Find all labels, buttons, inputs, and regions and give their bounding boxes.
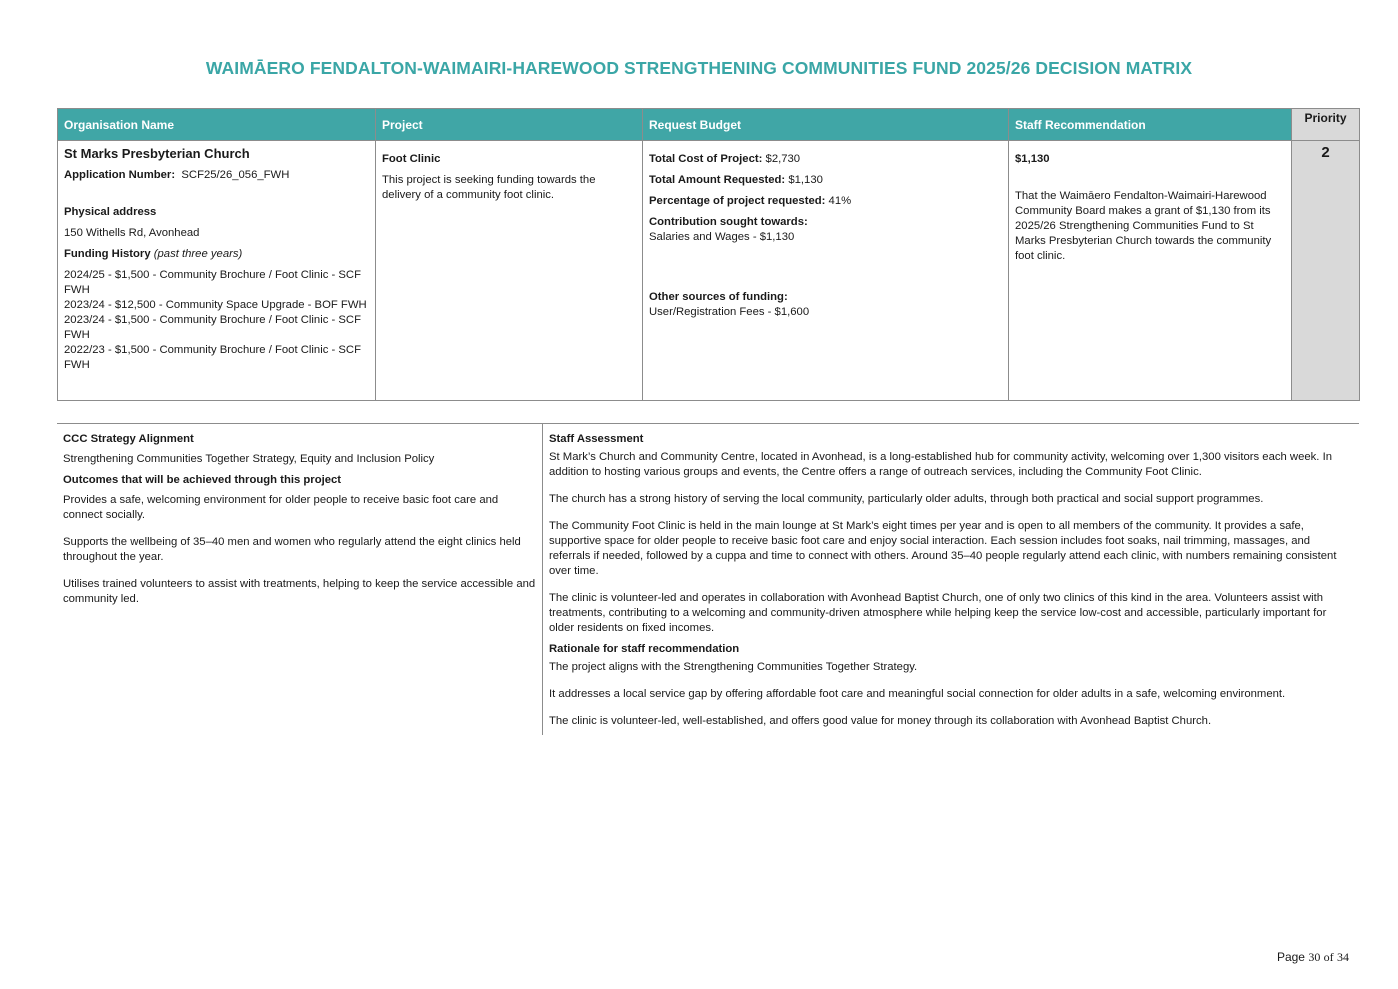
other-sources-label: Other sources of funding: (649, 291, 788, 303)
list-item: 2022/23 - $1,500 - Community Brochure / Foot Clinic - SCF FWH (64, 344, 361, 371)
header-request-budget: Request Budget (643, 109, 1009, 141)
assessment-paragraph: The Community Foot Clinic is held in the main lounge at St Mark’s eight times per year and is open to all members of the community. It provides a safe, supportive space for older people to receive basic foot care and enjoy social interaction. Each session includes foot soaks, nail trimming, massages, and referrals if needed, followed by a cuppa and time to connect with others. Around 35–40 people regularly attend each clinic, with numbers remaining consistent over time. (549, 520, 1337, 577)
decision-matrix-table (57, 108, 1360, 401)
amount-requested-value: $1,130 (788, 174, 823, 186)
header-priority: Priority (1292, 109, 1360, 141)
organisation-name: St Marks Presbyterian Church (64, 146, 250, 161)
rationale-item: The project aligns with the Strengthening Communities Together Strategy. (549, 661, 918, 673)
outcome-item: Provides a safe, welcoming environment for older people to receive basic foot care and connect socially. (63, 494, 499, 521)
total-cost-label: Total Cost of Project: (649, 153, 763, 165)
strategy-alignment-column (57, 424, 542, 735)
rationale-item: The clinic is volunteer-led, well-established, and offers good value for money through its collaboration with Avonhead Baptist Church. (549, 715, 1212, 727)
organisation-cell (58, 141, 376, 401)
amount-requested-label: Total Amount Requested: (649, 174, 786, 186)
staff-assessment-column (542, 424, 1359, 735)
outcomes-heading: Outcomes that will be achieved through this project (63, 474, 342, 486)
strategy-list: Strengthening Communities Together Strategy, Equity and Inclusion Policy (63, 453, 435, 465)
contribution-label: Contribution sought towards: (649, 216, 808, 228)
total-cost (649, 152, 1002, 167)
project-name: Foot Clinic (382, 153, 441, 165)
strategy-alignment-heading: CCC Strategy Alignment (63, 433, 194, 445)
page-of: of (1323, 950, 1334, 964)
page-total: 34 (1337, 950, 1349, 964)
other-sources-value: User/Registration Fees - $1,600 (649, 306, 810, 318)
page-current: 30 (1308, 950, 1321, 964)
staff-assessment-heading: Staff Assessment (549, 433, 644, 445)
assessment-paragraph: The church has a strong history of serving the local community, particularly older adults, through both practical and social support programmes. (549, 493, 1264, 505)
budget-cell (643, 141, 1009, 401)
list-item: 2023/24 - $12,500 - Community Space Upgrade - BOF FWH (64, 299, 367, 311)
project-description: This project is seeking funding towards the delivery of a community foot clinic. (382, 174, 596, 201)
assessment-section (57, 423, 1359, 735)
recommendation-cell (1009, 141, 1292, 401)
outcome-item: Supports the wellbeing of 35–40 men and women who regularly attend the eight clinics held throughout the year. (63, 536, 521, 563)
application-number (64, 168, 369, 183)
rationale-heading: Rationale for staff recommendation (549, 643, 740, 655)
header-staff-recommendation: Staff Recommendation (1009, 109, 1292, 141)
list-item: 2023/24 - $1,500 - Community Brochure / Foot Clinic - SCF FWH (64, 314, 361, 341)
project-cell (376, 141, 643, 401)
document-title: WAIMĀERO FENDALTON-WAIMAIRI-HAREWOOD STRENGTHENING COMMUNITIES FUND 2025/26 DECISION MATRIX (205, 58, 1193, 78)
percentage-value: 41% (828, 195, 852, 207)
table-row (58, 141, 1360, 401)
physical-address: 150 Withells Rd, Avonhead (64, 227, 200, 239)
priority-value: 2 (1292, 141, 1360, 401)
table-header-row (58, 109, 1360, 141)
funding-history-list (64, 268, 369, 373)
page-label: Page (1276, 950, 1305, 964)
funding-history-note: (past three years) (153, 248, 243, 260)
physical-address-label: Physical address (64, 206, 157, 218)
list-item: 2024/25 - $1,500 - Community Brochure / Foot Clinic - SCF FWH (64, 269, 361, 296)
recommendation-text: That the Waimāero Fendalton-Waimairi-Harewood Community Board makes a grant of $1,130 from its 2025/26 Strengthening Communities Fund to St Marks Presbyterian Church towards the community foot clinic. (1015, 190, 1272, 262)
total-cost-value: $2,730 (765, 153, 801, 165)
rationale-item: It addresses a local service gap by offering affordable foot care and meaningful social connection for older adults in a safe, welcoming environment. (549, 688, 1286, 700)
application-number-label: Application Number: (64, 169, 176, 181)
funding-history-heading (64, 247, 369, 262)
application-number-value: SCF25/26_056_FWH (181, 169, 290, 181)
page-number (1277, 950, 1349, 965)
header-project: Project (376, 109, 643, 141)
recommendation-amount: $1,130 (1015, 153, 1050, 165)
percentage-label: Percentage of project requested: (649, 195, 826, 207)
funding-history-label: Funding History (64, 248, 151, 260)
percentage-requested (649, 194, 1002, 209)
header-organisation-name: Organisation Name (58, 109, 376, 141)
amount-requested (649, 173, 1002, 188)
assessment-paragraph: The clinic is volunteer-led and operates in collaboration with Avonhead Baptist Church, one of only two clinics of this kind in the area. Volunteers assist with treatments, contributing to a welcoming and community-driven atmosphere while helping keep the service low-cost and accessible, particularly important for older residents on fixed incomes. (549, 592, 1327, 634)
contribution-value: Salaries and Wages - $1,130 (649, 231, 795, 243)
assessment-paragraph: St Mark’s Church and Community Centre, located in Avonhead, is a long-established hub for community activity, welcoming over 1,300 visitors each week. In addition to hosting various groups and events, the Centre offers a range of outreach services, including the Community Foot Clinic. (549, 451, 1333, 478)
outcome-item: Utilises trained volunteers to assist with treatments, helping to keep the service accessible and community led. (63, 578, 536, 605)
